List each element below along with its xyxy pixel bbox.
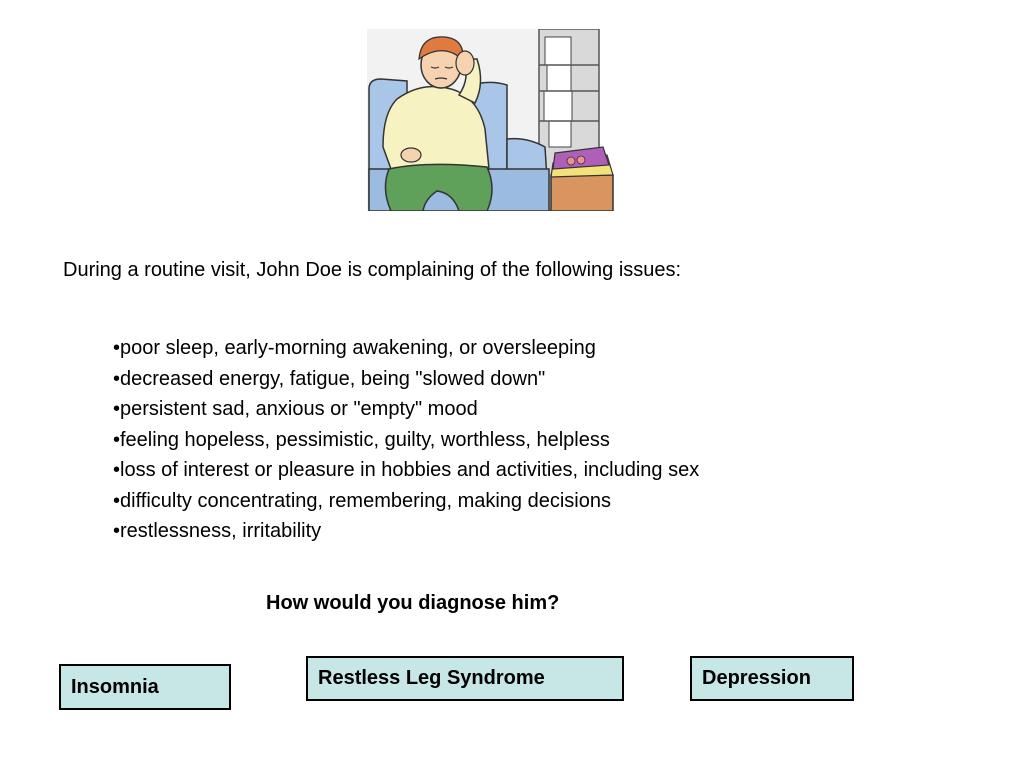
- symptom-item: •loss of interest or pleasure in hobbies and activities, including sex: [113, 459, 700, 481]
- answer-restless-leg-syndrome-button[interactable]: [306, 656, 624, 701]
- symptom-item: •poor sleep, early-morning awakening, or oversleeping: [113, 337, 596, 359]
- symptom-item: •persistent sad, anxious or "empty" mood: [113, 398, 478, 420]
- answer-label: Depression: [702, 667, 811, 689]
- answer-label: Insomnia: [71, 675, 159, 698]
- diagnosis-question: How would you diagnose him?: [266, 592, 560, 614]
- symptom-item: •feeling hopeless, pessimistic, guilty, worthless, helpless: [113, 428, 610, 451]
- tired-man-on-couch-icon: [367, 29, 615, 211]
- tired-man-illustration: [367, 29, 615, 211]
- symptom-item: •decreased energy, fatigue, being "slowed down": [113, 367, 546, 390]
- symptom-item: •difficulty concentrating, remembering, making decisions: [113, 489, 611, 512]
- answer-label: Restless Leg Syndrome: [318, 667, 545, 689]
- answer-insomnia-button[interactable]: [59, 664, 231, 710]
- symptom-list: [113, 333, 699, 547]
- intro-text: During a routine visit, John Doe is complaining of the following issues:: [63, 259, 682, 281]
- symptom-item: •restlessness, irritability: [113, 520, 322, 542]
- answer-depression-button[interactable]: [690, 656, 854, 701]
